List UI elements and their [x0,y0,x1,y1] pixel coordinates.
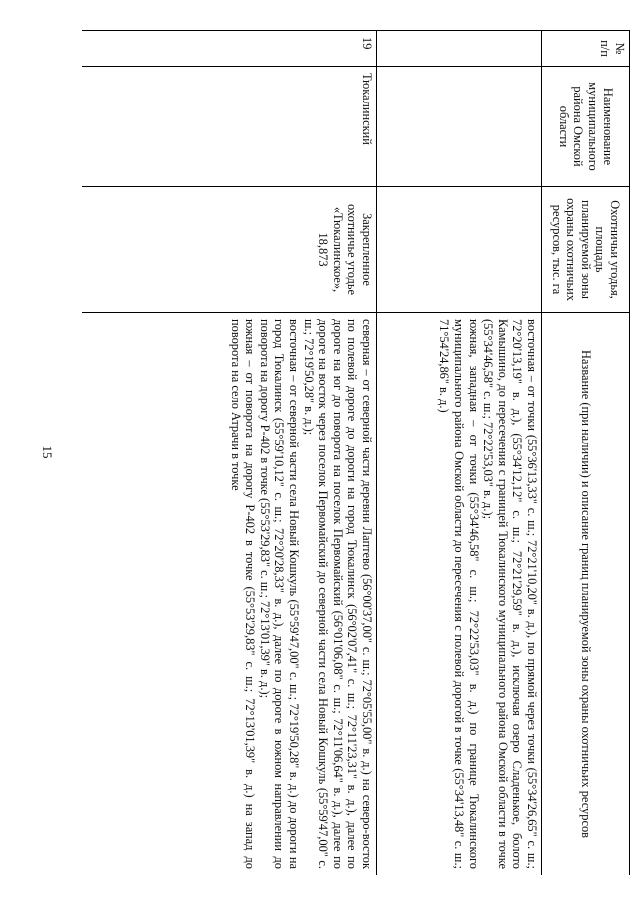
row-boundaries [377,313,542,876]
header-land: Охотничьи угодья, площадь планируемой зоны охраны охотничьих ресурсов, тыс. га [542,187,630,313]
table-viewport [82,30,630,875]
row-num: 19 [82,31,377,67]
table-row [377,31,542,876]
row-district: Тюкалинский [82,67,377,187]
boundary-south: южная – от поворота на дорогу Р-402 в точке (55°53'29,83" с. ш.; 72°13'01,39" в. д.) на запад до поворота на село Атрачи в точке [228,319,258,869]
table-header-row [542,31,630,876]
table-rotated-container [82,30,630,875]
hunting-zones-table [82,30,630,875]
boundary-north: северная – от северной части деревни Лаптево (56°00'37,00" с. ш.; 72°05'55,00" в. д.) на северо-восток по полевой дороге до дороги на город Тюкалинск (56°02'07,41" с. ш.; 72°11'23,31" в. д.), далее по дороге на юг до поворота на поселок Первомайский (56°01'06,08" с. ш.; 72°11'06,64" в. д.), далее по дороге на восток через поселок Первомайский до северной части села Новый Кошкуль (55°59'47,00" с. ш.; 72°19'50,28" в. д.); [301,319,374,869]
boundary-east: восточная – от северной части села Новый Кошкуль (55°59'47,00" с. ш.; 72°19'50,28" в. д.) до дороги на город Тюкалинск (55°59'10,12" с. ш.; 72°20'28,33" в. д.), далее по дороге в южном направлении до поворота на дорогу Р-402 в точке (55°53'29,83" с. ш.; 72°13'01,39" в. д.); [257,319,302,869]
header-boundaries: Название (при наличии) и описание границ планируемой зоны охраны охотничьих ресурсов [542,313,630,876]
row-boundaries [82,313,377,876]
table-row [82,31,377,876]
row-district [377,67,542,187]
row-land: Закрепленное охотничье угодье «Тюкалинское», 18,873 [82,187,377,313]
header-district: Наименование муниципального района Омской области [542,67,630,187]
boundary-east: восточная – от точки (55°36'13,33" с. ш.; 72°21'10,20" в. д.), по прямой через точки (55°34'26,65" с. ш.; 72°20'13,19" в. д.), (55°34'12,12" с. ш.; 72°21'29,59" в. д.), исключая озеро Сладенькое, болото Камышино, до пересечения с границей Тюкалинского муниципального района Омской области в точке (55°34'46,58" с. ш.; 72°22'53,03" в. д.); [481,319,539,869]
page-number: 15 [40,445,55,459]
boundary-south-west: южная, западная – от точки (55°34'46,58" с. ш.; 72°22'53,03" в. д.) по границе Тюкалинского муниципального района Омской области до пересечения с полевой дорогой в точке (55°34'13,48" с. ш.; 71°54'24,86" в. д.) [437,319,481,869]
row-num [377,31,542,67]
header-num: № п/п [542,31,630,67]
row-land [377,187,542,313]
